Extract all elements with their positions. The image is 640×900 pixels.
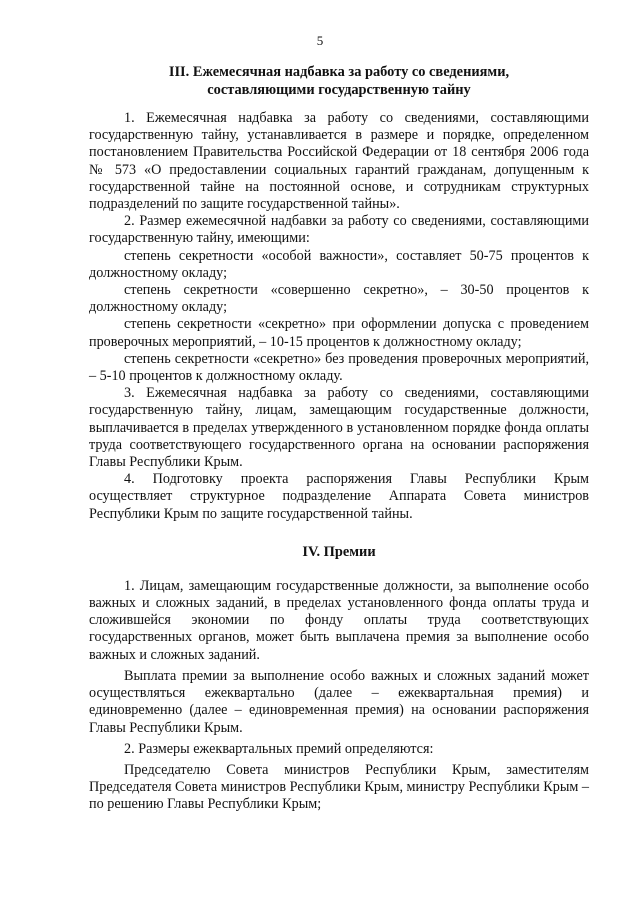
paragraph: степень секретности «особой важности», составляет 50-75 процентов к должностному окладу; — [89, 247, 589, 281]
paragraph: степень секретности «совершенно секретно», – 30-50 процентов к должностному окладу; — [89, 282, 589, 316]
section-3-title-line-2: составляющими государственную тайну — [207, 82, 471, 98]
paragraph: Выплата премии за выполнение особо важных и сложных заданий может осуществляться ежеквартально (далее – ежеквартальная премия) и единовременно (далее – единовременная премия) на основании распоряжения Главы Республики Крым. — [89, 667, 589, 736]
section-4-title: IV. Премии — [302, 543, 376, 560]
paragraph: 1. Лицам, замещающим государственные должности, за выполнение особо важных и сложных заданий, в пределах установленного фонда оплаты труда и сложившейся экономии по фонду оплаты труда соответствующих государственных органов, может быть выплачена премия за выполнение особо важных и сложных заданий. — [89, 577, 589, 663]
paragraph: 3. Ежемесячная надбавка за работу со сведениями, составляющими государственную тайну, лицам, замещающим государственные должности, выплачивается в пределах утвержденного в установленном порядке фонда оплаты труда соответствующего государственного органа на основании распоряжения Главы Республики Крым. — [89, 385, 589, 471]
section-3-title — [89, 63, 589, 99]
page-number: 5 — [316, 33, 324, 48]
section-3-title-line-1: III. Ежемесячная надбавка за работу со сведениями, — [168, 64, 510, 80]
paragraph: степень секретности «секретно» при оформлении допуска с проведением проверочных мероприятий, – 10-15 процентов к должностному окладу; — [89, 316, 589, 350]
document-body — [89, 63, 589, 814]
paragraph: 2. Размеры ежеквартальных премий определяются: — [124, 740, 434, 757]
paragraph: Председателю Совета министров Республики Крым, заместителям Председателя Совета министров Республики Крым, министру Республики Крым – по решению Главы Республики Крым; — [89, 761, 589, 813]
paragraph: 4. Подготовку проекта распоряжения Главы Республики Крым осуществляет структурное подразделение Аппарата Совета министров Республики Крым по защите государственной тайны. — [89, 471, 589, 522]
paragraph: степень секретности «секретно» без проведения проверочных мероприятий, – 5-10 процентов к должностному окладу. — [89, 350, 589, 385]
paragraph: 1. Ежемесячная надбавка за работу со сведениями, составляющими государственную тайну, устанавливается в размере и порядке, определенном постановлением Правительства Российской Федерации от 18 сентября 2006 года № 573 «О предоставлении социальных гарантий гражданам, допущенным к государственной тайне на постоянной основе, и сотрудникам структурных подразделений по защите государственной тайны». — [89, 110, 589, 213]
paragraph: 2. Размер ежемесячной надбавки за работу со сведениями, составляющими государственную тайну, имеющими: — [89, 213, 589, 247]
